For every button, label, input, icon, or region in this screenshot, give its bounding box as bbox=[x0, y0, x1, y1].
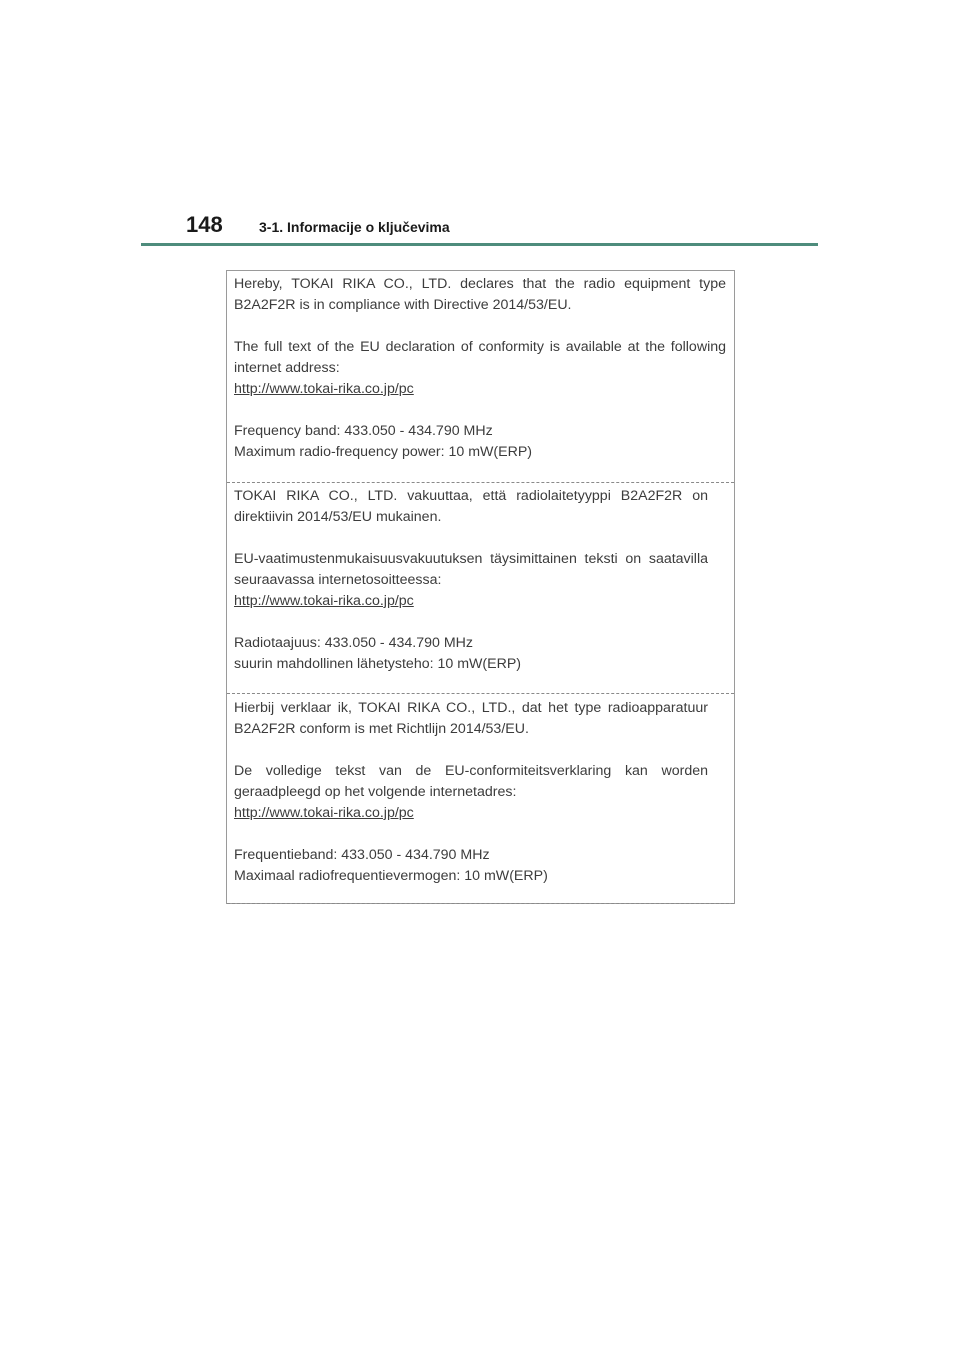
declaration-text: TOKAI RIKA CO., LTD. vakuuttaa, että radiolaitetyyppi B2A2F2R on direktiivin 2014/53/EU mukainen. bbox=[234, 488, 708, 525]
frequency-band-text: Radiotaajuus: 433.050 - 434.790 MHz bbox=[234, 635, 473, 651]
max-power-text: Maximaal radiofrequentievermogen: 10 mW(ERP) bbox=[234, 868, 548, 884]
page-number: 148 bbox=[186, 212, 223, 237]
notice-english bbox=[227, 271, 734, 483]
max-power-text: suurin mahdollinen lähetysteho: 10 mW(ERP) bbox=[234, 656, 522, 672]
section-divider bbox=[227, 903, 734, 904]
declaration-text: Hierbij verklaar ik, TOKAI RIKA CO., LTD., dat het type radioapparatuur B2A2F2R conform is met Richtlijn 2014/53/EU. bbox=[234, 700, 708, 737]
section-divider bbox=[227, 693, 734, 694]
notice-dutch bbox=[227, 695, 734, 905]
availability-text: De volledige tekst van de EU-conformiteitsverklaring kan worden geraadpleegd op het volgende internetadres: bbox=[234, 763, 708, 800]
frequency-band-text: Frequentieband: 433.050 - 434.790 MHz bbox=[234, 847, 490, 863]
declaration-link[interactable]: http://www.tokai-rika.co.jp/pc bbox=[234, 593, 414, 609]
declaration-link[interactable]: http://www.tokai-rika.co.jp/pc bbox=[234, 381, 414, 397]
notice-finnish bbox=[227, 483, 734, 695]
availability-text: EU-vaatimustenmukaisuusvakuutuksen täysimittainen teksti on saatavilla seuraavassa internetosoitteessa: bbox=[234, 551, 708, 588]
declaration-text: Hereby, TOKAI RIKA CO., LTD. declares that the radio equipment type B2A2F2R is in compliance with Directive 2014/53/EU. bbox=[234, 276, 726, 313]
frequency-band-text: Frequency band: 433.050 - 434.790 MHz bbox=[234, 423, 493, 439]
max-power-text: Maximum radio-frequency power: 10 mW(ERP) bbox=[234, 444, 533, 460]
section-title: 3-1. Informacije o ključevima bbox=[259, 219, 450, 235]
availability-text: The full text of the EU declaration of conformity is available at the following internet address: bbox=[234, 339, 726, 376]
conformity-notice-box bbox=[226, 270, 735, 904]
header-rule bbox=[141, 243, 818, 246]
declaration-link[interactable]: http://www.tokai-rika.co.jp/pc bbox=[234, 805, 414, 821]
